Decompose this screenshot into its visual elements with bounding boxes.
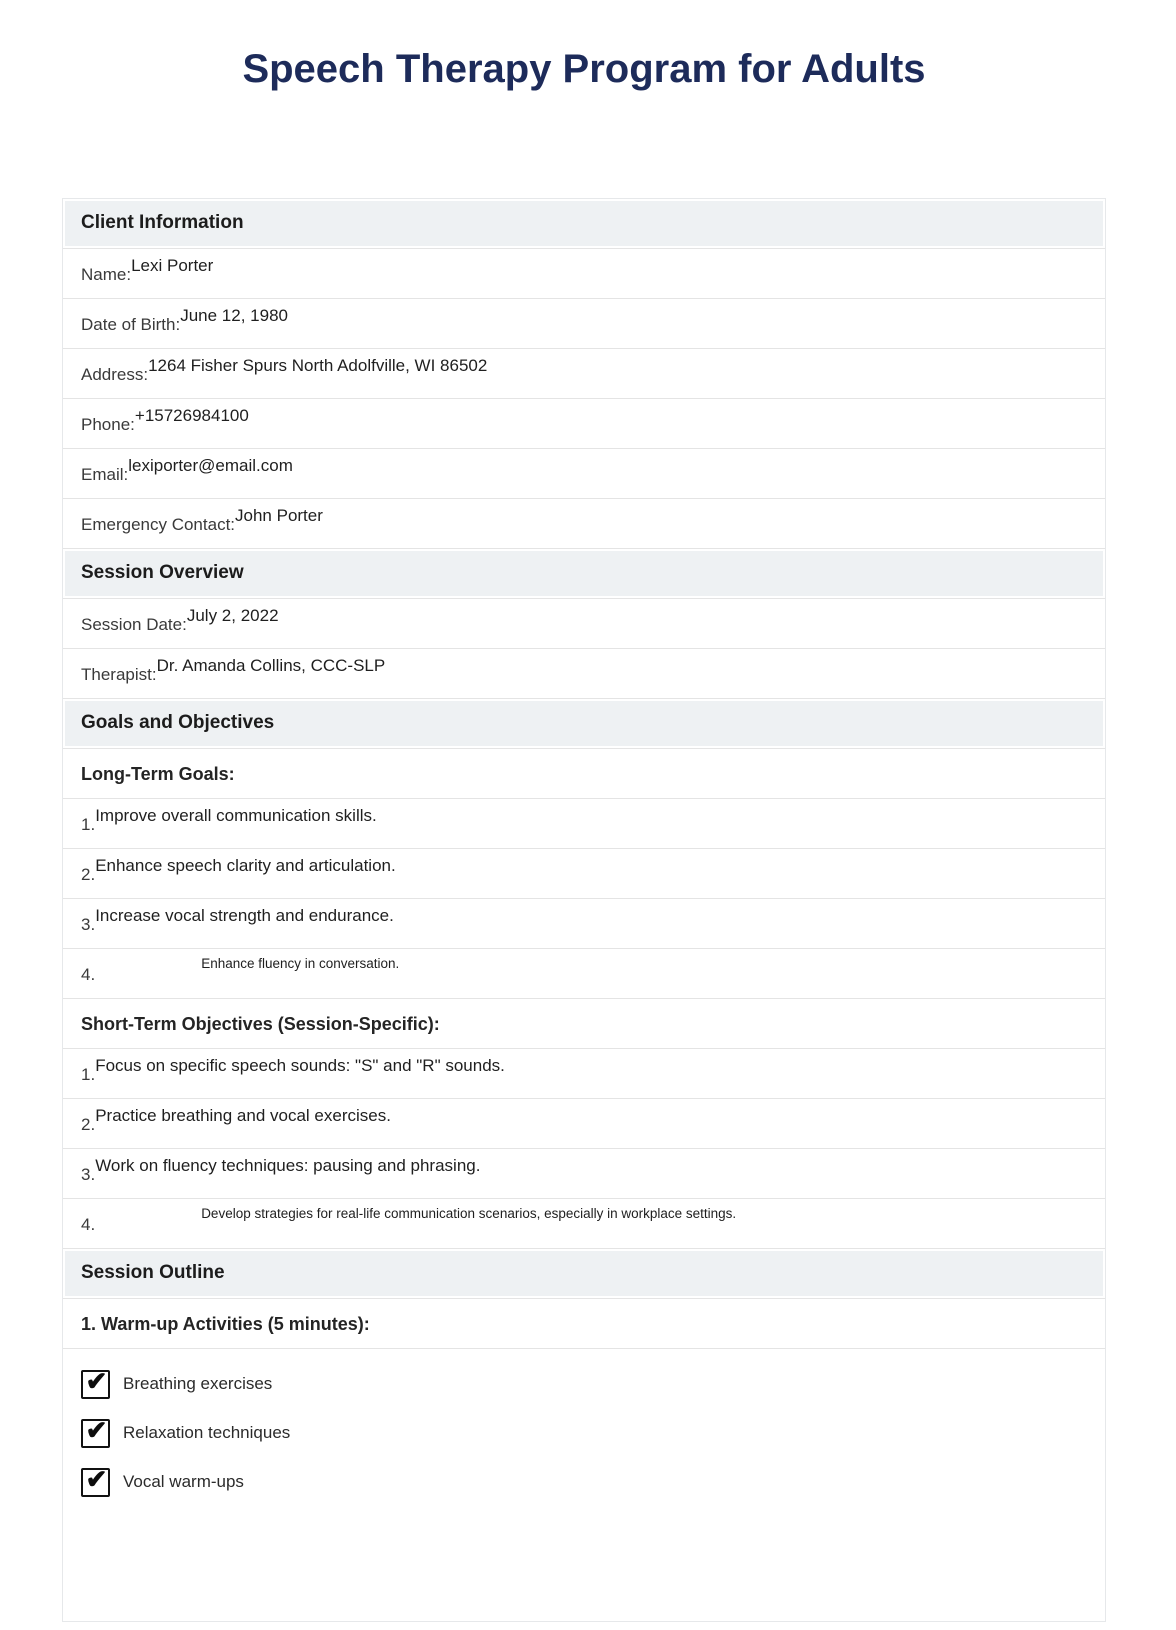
field-label-date-of-birth: Date of Birth: xyxy=(81,315,181,334)
short-term-objective-item-4 xyxy=(63,1199,1105,1249)
section-header-goals-and-objectives: Goals and Objectives xyxy=(65,701,1103,746)
field-row-address xyxy=(63,349,1105,399)
short-term-objective-item-1 xyxy=(63,1049,1105,1099)
field-label-phone: Phone: xyxy=(81,415,135,434)
checklist-label-vocal-warm-ups: Vocal warm-ups xyxy=(123,1472,244,1491)
field-value-phone[interactable]: +15726984100 xyxy=(134,406,249,425)
checklist-label-relaxation-techniques: Relaxation techniques xyxy=(123,1423,291,1442)
short-term-objective-item-2 xyxy=(63,1099,1105,1149)
section-header-session-outline: Session Outline xyxy=(65,1251,1103,1296)
page-title: Speech Therapy Program for Adults xyxy=(242,47,926,91)
field-label-email: Email: xyxy=(81,465,129,484)
list-number: 3. xyxy=(81,915,96,934)
long-term-goal-item-4 xyxy=(63,949,1105,999)
short-term-objective-text-2[interactable]: Practice breathing and vocal exercises. xyxy=(95,1106,391,1125)
field-row-email xyxy=(63,449,1105,499)
section-header-row-client-information xyxy=(63,199,1105,249)
long-term-goal-text-2[interactable]: Enhance speech clarity and articulation. xyxy=(95,856,396,875)
long-term-goal-text-3[interactable]: Increase vocal strength and endurance. xyxy=(95,906,394,925)
field-value-date-of-birth[interactable]: June 12, 1980 xyxy=(180,306,288,325)
section-header-row-session-overview xyxy=(63,549,1105,599)
field-label-session-date: Session Date: xyxy=(81,615,187,634)
list-number: 3. xyxy=(81,1165,96,1184)
list-number: 2. xyxy=(81,1115,96,1134)
long-term-goal-item-2 xyxy=(63,849,1105,899)
field-value-address[interactable]: 1264 Fisher Spurs North Adolfville, WI 86502 xyxy=(148,356,488,375)
field-label-emergency-contact: Emergency Contact: xyxy=(81,515,236,534)
section-header-row-session-outline xyxy=(63,1249,1105,1299)
field-value-therapist[interactable]: Dr. Amanda Collins, CCC-SLP xyxy=(156,656,386,675)
subheading-long-term-goals: Long-Term Goals: xyxy=(63,749,1105,799)
section-header-session-overview: Session Overview xyxy=(65,551,1103,596)
document-page xyxy=(0,46,1176,1630)
field-row-therapist xyxy=(63,649,1105,699)
list-number: 4. xyxy=(81,965,96,984)
long-term-goal-item-3 xyxy=(63,899,1105,949)
warmup-checklist xyxy=(63,1349,1105,1621)
list-number: 1. xyxy=(81,1065,96,1084)
short-term-objective-text-3[interactable]: Work on fluency techniques: pausing and phrasing. xyxy=(95,1156,481,1175)
field-value-email[interactable]: lexiporter@email.com xyxy=(128,456,293,475)
list-number: 1. xyxy=(81,815,96,834)
checklist-item-vocal-warm-ups xyxy=(81,1464,1105,1497)
form-table xyxy=(62,198,1106,1622)
field-row-date-of-birth xyxy=(63,299,1105,349)
field-label-therapist: Therapist: xyxy=(81,665,157,684)
checklist-item-relaxation-techniques xyxy=(81,1415,1105,1448)
field-value-name[interactable]: Lexi Porter xyxy=(131,256,214,275)
checkbox-checked[interactable] xyxy=(81,1366,110,1399)
field-row-emergency-contact xyxy=(63,499,1105,549)
field-value-session-date[interactable]: July 2, 2022 xyxy=(186,606,279,625)
long-term-goal-text-1[interactable]: Improve overall communication skills. xyxy=(95,806,377,825)
list-number: 2. xyxy=(81,865,96,884)
checkbox-checked[interactable] xyxy=(81,1415,110,1448)
short-term-objective-item-3 xyxy=(63,1149,1105,1199)
short-term-objective-text-1[interactable]: Focus on specific speech sounds: "S" and "R" sounds. xyxy=(95,1056,505,1075)
long-term-goal-item-1 xyxy=(63,799,1105,849)
subheading-warm-up-activities: 1. Warm-up Activities (5 minutes): xyxy=(63,1299,1105,1349)
checkbox-checked[interactable] xyxy=(81,1464,110,1497)
checklist-label-breathing-exercises: Breathing exercises xyxy=(123,1374,273,1393)
checklist-item-breathing-exercises xyxy=(81,1366,1105,1399)
checkmark-icon: ✔ xyxy=(85,1415,108,1445)
field-row-phone xyxy=(63,399,1105,449)
field-label-address: Address: xyxy=(81,365,149,384)
list-number: 4. xyxy=(81,1215,96,1234)
long-term-goal-text-4[interactable]: Enhance fluency in conversation. xyxy=(201,956,400,971)
short-term-objective-text-4[interactable]: Develop strategies for real-life communication scenarios, especially in workplace settings. xyxy=(201,1206,737,1221)
section-header-client-information: Client Information xyxy=(65,201,1103,246)
field-label-name: Name: xyxy=(81,265,132,284)
subheading-short-term-objectives: Short-Term Objectives (Session-Specific): xyxy=(63,999,1105,1049)
field-row-session-date xyxy=(63,599,1105,649)
section-header-row-goals-and-objectives xyxy=(63,699,1105,749)
checkmark-icon: ✔ xyxy=(85,1366,108,1396)
checkmark-icon: ✔ xyxy=(85,1464,108,1494)
field-value-emergency-contact[interactable]: John Porter xyxy=(235,506,323,525)
field-row-name xyxy=(63,249,1105,299)
